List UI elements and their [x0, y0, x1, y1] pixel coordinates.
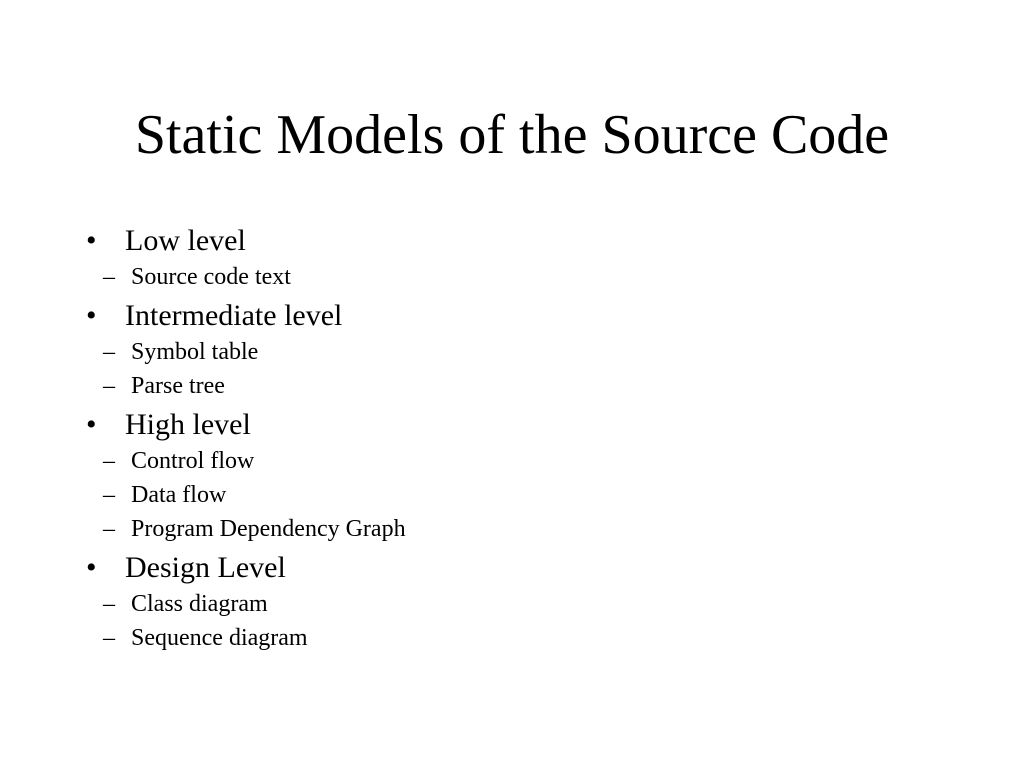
dash-icon: –: [103, 591, 115, 617]
bullet-label: Intermediate level: [125, 299, 343, 332]
sub-item: [86, 335, 406, 369]
sub-item: [86, 444, 406, 478]
dash-icon: –: [103, 516, 115, 542]
bullet-icon: •: [86, 408, 97, 441]
bullet-icon: •: [86, 551, 97, 584]
sub-item-label: Class diagram: [131, 591, 268, 617]
sub-list-low-level: [86, 260, 406, 294]
sub-item: [86, 260, 406, 294]
dash-icon: –: [103, 264, 115, 290]
sub-list-intermediate-level: [86, 335, 406, 403]
bullet-item-intermediate-level: [86, 297, 406, 335]
bullet-icon: •: [86, 299, 97, 332]
bullet-item-high-level: [86, 406, 406, 444]
bullet-icon: •: [86, 224, 97, 257]
bullet-item-low-level: [86, 222, 406, 260]
dash-icon: –: [103, 373, 115, 399]
dash-icon: –: [103, 448, 115, 474]
sub-item: [86, 621, 406, 655]
sub-item: [86, 587, 406, 621]
sub-item: [86, 512, 406, 546]
dash-icon: –: [103, 625, 115, 651]
sub-item-label: Sequence diagram: [131, 625, 308, 651]
sub-item-label: Data flow: [131, 482, 227, 508]
sub-item-label: Parse tree: [131, 373, 225, 399]
bullet-label: Low level: [125, 224, 246, 257]
dash-icon: –: [103, 339, 115, 365]
sub-item: [86, 478, 406, 512]
bullet-label: Design Level: [125, 551, 286, 584]
sub-item-label: Source code text: [131, 264, 291, 290]
sub-list-high-level: [86, 444, 406, 546]
sub-item-label: Symbol table: [131, 339, 259, 365]
sub-item-label: Program Dependency Graph: [131, 516, 406, 542]
bullet-label: High level: [125, 408, 251, 441]
sub-item: [86, 369, 406, 403]
sub-list-design-level: [86, 587, 406, 655]
slide-title: Static Models of the Source Code: [134, 104, 890, 166]
sub-item-label: Control flow: [131, 448, 255, 474]
bullet-list: [86, 222, 406, 658]
bullet-item-design-level: [86, 549, 406, 587]
dash-icon: –: [103, 482, 115, 508]
